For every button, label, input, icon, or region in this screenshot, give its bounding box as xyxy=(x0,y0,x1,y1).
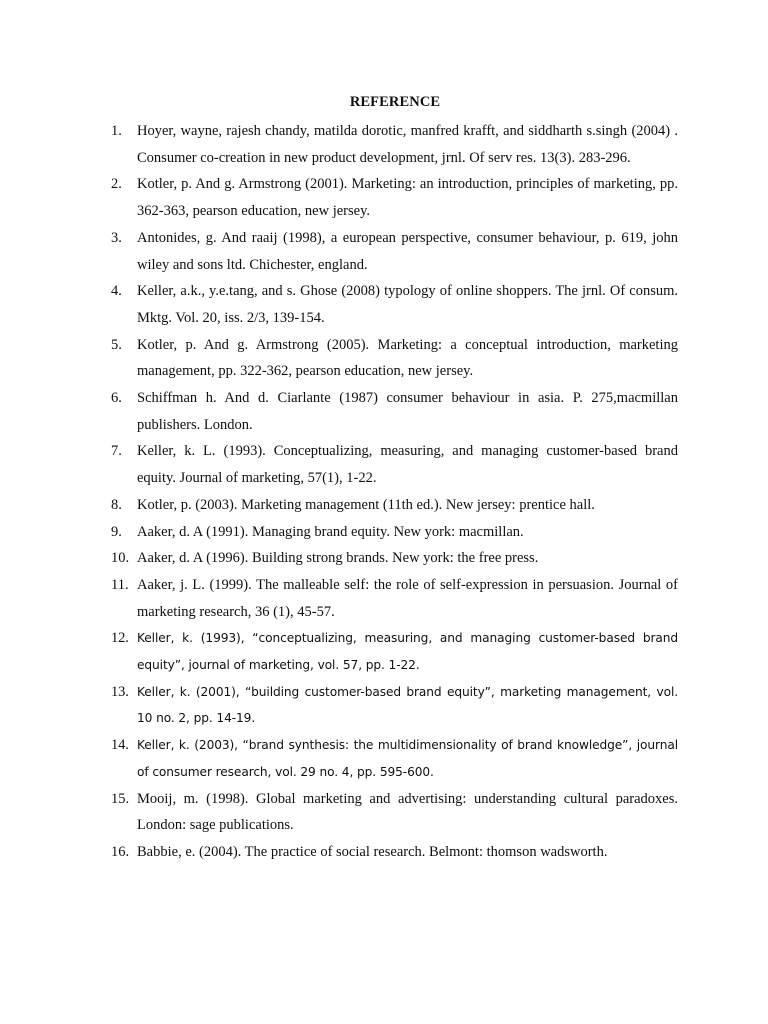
reference-item xyxy=(111,118,678,171)
reference-text: Kotler, p. (2003). Marketing management (11th ed.). New jersey: prentice hall. xyxy=(137,496,595,513)
reference-number: 12. xyxy=(111,630,129,647)
reference-text: Aaker, d. A (1996). Building strong brands. New york: the free press. xyxy=(137,550,539,567)
reference-item xyxy=(111,385,678,438)
reference-text: Hoyer, wayne, rajesh chandy, matilda dorotic, manfred krafft, and siddharth s.singh (2004) . Consumer co-creation in new product development, jrnl. Of serv res. 13(3). 283-296. xyxy=(137,123,678,166)
reference-text: Keller, k. (1993), “conceptualizing, measuring, and managing customer-based brand equity”, journal of marketing, vol. 57, pp. 1-22. xyxy=(137,631,678,673)
reference-number: 3. xyxy=(111,229,122,246)
reference-number: 4. xyxy=(111,283,122,300)
reference-item xyxy=(111,225,678,278)
reference-text: Kotler, p. And g. Armstrong (2005). Marketing: a conceptual introduction, marketing management, pp. 322-362, pearson education, new jersey. xyxy=(137,336,678,380)
reference-number: 2. xyxy=(111,176,122,193)
reference-number: 5. xyxy=(111,336,122,353)
reference-number: 16. xyxy=(111,843,130,860)
reference-item xyxy=(111,438,678,491)
reference-item xyxy=(111,278,678,331)
reference-number: 9. xyxy=(111,523,122,540)
reference-item xyxy=(111,732,678,785)
reference-text: Aaker, d. A (1991). Managing brand equity. New york: macmillan. xyxy=(137,523,524,540)
reference-text: Keller, k. L. (1993). Conceptualizing, measuring, and managing customer-based brand equity. Journal of marketing, 57(1), 1-22. xyxy=(137,443,678,487)
reference-item xyxy=(111,625,678,678)
reference-item xyxy=(111,545,678,572)
reference-item xyxy=(111,171,678,224)
reference-text: Mooij, m. (1998). Global marketing and advertising: understanding cultural paradoxes. London: sage publications. xyxy=(137,790,678,834)
reference-number: 1. xyxy=(111,123,122,139)
reference-list xyxy=(111,118,678,866)
reference-item xyxy=(111,679,678,732)
reference-text: Schiffman h. And d. Ciarlante (1987) consumer behaviour in asia. P. 275,macmillan publishers. London. xyxy=(137,390,678,433)
reference-item xyxy=(111,839,678,866)
reference-text: Keller, k. (2003), “brand synthesis: the multidimensionality of brand knowledge”, journal of consumer research, vol. 29 no. 4, pp. 595-600. xyxy=(137,738,678,779)
reference-number: 15. xyxy=(111,790,130,807)
reference-number: 7. xyxy=(111,443,122,460)
reference-number: 8. xyxy=(111,496,122,513)
reference-text: Antonides, g. And raaij (1998), a european perspective, consumer behaviour, p. 619, john wiley and sons ltd. Chichester, england. xyxy=(137,229,678,273)
reference-item xyxy=(111,519,678,546)
reference-item xyxy=(111,332,678,385)
reference-text: Aaker, j. L. (1999). The malleable self: the role of self-expression in persuasion. Journal of marketing research, 36 (1), 45-57. xyxy=(137,576,678,620)
reference-text: Keller, k. (2001), “building customer-based brand equity”, marketing management, vol. 10 no. 2, pp. 14-19. xyxy=(137,684,678,726)
reference-item xyxy=(111,492,678,519)
reference-number: 13. xyxy=(111,683,129,700)
reference-number: 6. xyxy=(111,390,122,407)
reference-number: 11. xyxy=(111,576,129,593)
reference-item xyxy=(111,786,678,839)
reference-number: 10. xyxy=(111,550,130,567)
page-heading: REFERENCE xyxy=(349,94,441,110)
reference-text: Babbie, e. (2004). The practice of social research. Belmont: thomson wadsworth. xyxy=(137,843,608,860)
reference-number: 14. xyxy=(111,737,129,754)
reference-text: Keller, a.k., y.e.tang, and s. Ghose (2008) typology of online shoppers. The jrnl. Of consum. Mktg. Vol. 20, iss. 2/3, 139-154. xyxy=(137,283,678,326)
reference-item xyxy=(111,572,678,625)
reference-text: Kotler, p. And g. Armstrong (2001). Marketing: an introduction, principles of marketing, pp. 362-363, pearson education, new jersey. xyxy=(137,176,678,220)
